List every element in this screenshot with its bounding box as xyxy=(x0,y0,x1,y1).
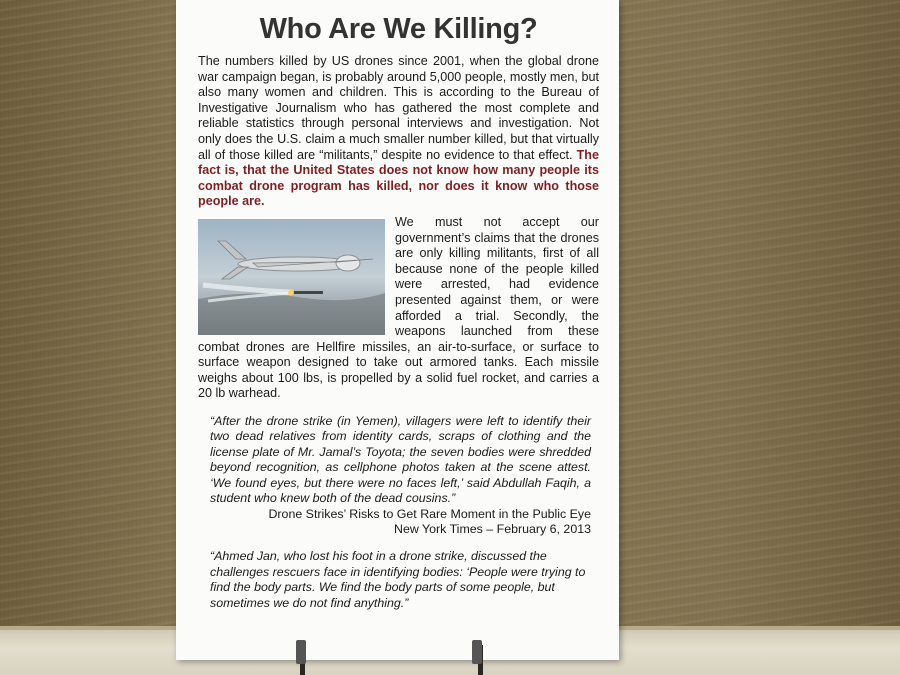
easel-clip-left xyxy=(296,640,306,664)
drone-illustration xyxy=(198,219,385,335)
easel-clip-right xyxy=(472,640,482,664)
drone-text: We must not accept our government’s claims that the drones are only killing militants, first of all because none of the people killed were arrested, had evidence presented against them, or were afforded a trial. Secondly, the weapons launched from these combat drones are Hellfire missiles, an air-to-surface, or surface to surface weapon designed to take out armored tanks. Each missile weighs about 100 lbs, is propelled by a solid fuel rocket, and carries a 20 lb warhead. xyxy=(198,214,599,401)
source-date: New York Times – February 6, 2013 xyxy=(394,521,591,536)
highlight-text: The fact is, that the United States does not know how many people its combat drone program has killed, nor does it know who those people are. xyxy=(198,147,599,209)
poster-content xyxy=(198,10,599,611)
intro-paragraph xyxy=(198,54,599,210)
drone-photo xyxy=(198,219,385,335)
intro-text: The numbers killed by US drones since 2001, when the global drone war campaign began, is probably around 5,000 people, mostly men, but also many women and children. This is according to the Bureau of Investigative Journalism who has gathered the most complete and reliable statistics through personal interviews and investigation. Not only does the U.S. claim a much smaller number killed, but that virtually all of those killed are “militants,” despite no evidence to that effect. xyxy=(198,54,599,162)
quote-yemen: “After the drone strike (in Yemen), villagers were left to identify their two dead relatives from identity cards, scraps of clothing and the license plate of Mr. Jamal’s Toyota; the seven bodies were shredded beyond recognition, as cellphone photos taken at the scene attest. ‘We found eyes, but there were no faces left,’ said Abdullah Faqih, a student who knew both of the dead cousins.” xyxy=(210,414,591,506)
quote-ahmed-jan: “Ahmed Jan, who lost his foot in a drone strike, discussed the challenges rescuers face in identifying bodies: ‘People were trying to find the body parts. We find the body parts of some people, but sometimes we do not find anything.” xyxy=(210,549,586,610)
drone-paragraph xyxy=(198,215,599,402)
source-citation xyxy=(198,507,591,538)
poster-title: Who Are We Killing? xyxy=(259,13,538,45)
source-title: Drone Strikes’ Risks to Get Rare Moment in the Public Eye xyxy=(268,506,591,521)
poster-board xyxy=(176,0,619,660)
